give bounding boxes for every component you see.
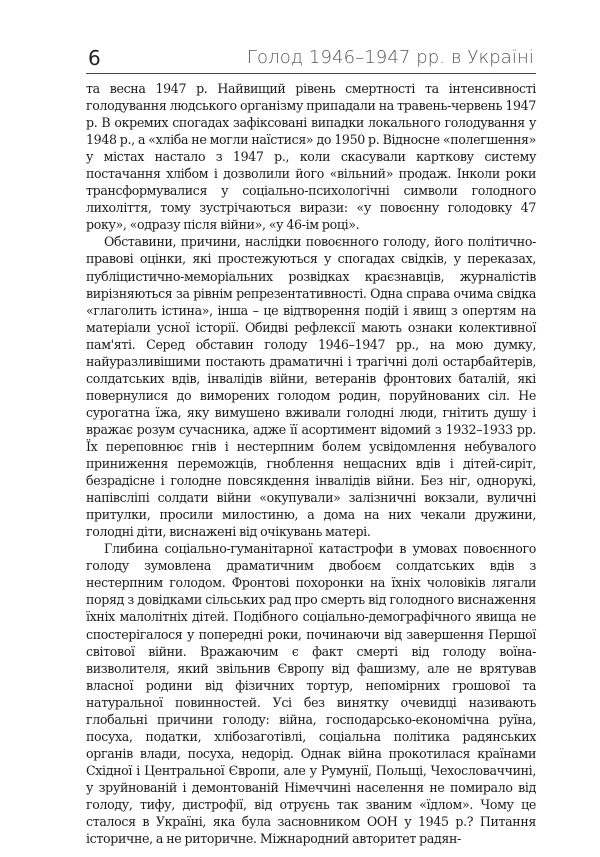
running-title: Голод 1946–1947 рр. в Україні (246, 47, 534, 68)
body-text (86, 80, 536, 847)
paragraph-2: Обставини, причини, наслідки повоєнного голоду, його політично-правові оцінки, які простежуються у спогадах свідків, у переказах, публіцистично-меморіальних розвідках краєзнавців, журналістів вирізняються за рівнім репрезентативності. Одна справа очима свідка «глаголить істина», інша – це відтворення подій і явищ з опертям на матеріали усної історії. Обидві рефлексії мають ознаки колективної пам'яті. Серед обставин голоду 1946–1947 рр., на мою думку, найуразливішими постають драматичні і трагічні долі остарбайтерів, солдатських вдів, інвалідів війни, ветеранів фронтових баталій, які повернулися до виморених голодом родин, поруйнованих сіл. Не сурогатна їжа, яку вимушено вживали голодні люди, гнітить душу і вражає розум сучасника, адже її асортимент відомий з 1932–1933 рр. Їх переповнює гнів і нестерпним болем усвідомлення небувалого приниження переможців, гноблення нещасних вдів і дітей-сиріт, безрадісне і голодне повсякдення інвалідів війни. Без ніг, однорукі, напівсліпі солдати війни «окупували» залізничні вокзали, вуличні притулки, просили милостиню, а дома на них чекали дружини, голодні діти, виснажені від очікувань матері. (86, 234, 536, 540)
header-rule (86, 73, 536, 74)
page-number: 6 (88, 46, 101, 70)
paragraph-1: та весна 1947 р. Найвищий рівень смертності та інтенсивності голодування людського організму припадали на травень-червень 1947 р. В окремих спогадах зафіксовані випадки локального голодування у 1948 р., а «хліба не могли наїстися» до 1950 р. Відносне «полегшення» у містах настало з 1947 р., коли скасували карткову систему постачання хлібом і дозволили його «вільний» продаж. Інколи роки трансформувалися у соціально-психологічні символи голодного лихоліття, тому зустрічаються вирази: «у повоєнну голодовку 47 року», «одразу після війни», «у 46-ім році». (86, 81, 536, 233)
page-header (88, 36, 534, 70)
paragraph-3: Глибина соціально-гуманітарної катастрофи в умовах повоєнного голоду зумовлена драматичним двобоєм солдатських вдів з нестерпним голодом. Фронтові похоронки на їхніх чоловіків лягали поряд з довідками сільських рад про смерть від голодного виснаження їхніх малолітніх дітей. Подібного соціально-демографічного явища не спостерігалося у попередні роки, починаючи від завершення Першої світової війни. Вражаючим є факт смерті від голоду воїна-визволителя, який звільнив Європу від фашизму, але не врятував власної родини від фізичних тортур, непомірних грошової та натуральної повинностей. Усі без винятку очевидці називають глобальні причини голоду: війна, господарсько-економічна руїна, посуха, податки, хлібозаготівлі, соціальна політика радянських органів влади, посуха, недорід. Однак війна прокотилася країнами Східної і Центральної Європи, але у Румунії, Польщі, Чехословаччині, у зруйнованій і демонтованій Німеччині населення не помирало від голоду, тифу, дистрофії, від отруєнь так званим «їдлом». Чому це сталося в Україні, яка була засновником ООН у 1945 р.? Питання історичне, а не риторичне. Міжнародний авторитет радян- (86, 541, 536, 847)
